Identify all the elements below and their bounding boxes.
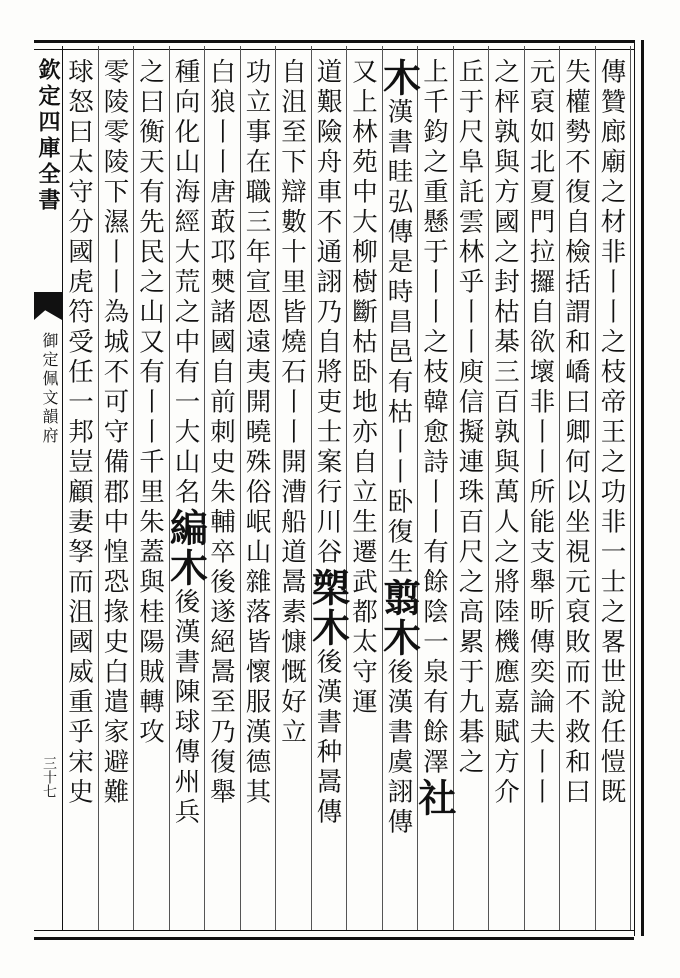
frame-top-border <box>34 40 634 50</box>
text-segment: 漢書眭弘傳是時昌邑有枯丨丨卧復生 <box>383 98 414 578</box>
frame-bottom-border <box>34 930 634 940</box>
text-segment: 種向化山海經大荒之中有一大山名 <box>170 58 201 508</box>
text-column <box>348 58 378 924</box>
text-segment: 元裒如北夏門拉攞自欲壞非丨丨所能支舉昕傳奕論夫丨丨 <box>525 58 556 808</box>
column-rule <box>133 46 134 930</box>
text-column <box>242 58 272 924</box>
column-rule <box>169 46 170 930</box>
text-column <box>305 58 351 924</box>
text-column <box>412 58 457 924</box>
column-rule <box>488 46 489 930</box>
text-segment: 功立事在職三年宣恩遠夷開曉殊俗岷山雜落皆懷服漢德其 <box>241 58 272 808</box>
text-segment: 零陵零陵下濕丨丨為城不可守備郡中惶恐掾史白遣家避難 <box>99 58 130 808</box>
text-segment: 失權勢不復自檢括謂和嶠曰卿何以坐視元裒敗而不救和曰 <box>561 58 591 808</box>
column-rule <box>275 46 276 930</box>
text-segment: 球怒曰太守分國虎符受任一邦豈顧妻孥而沮國威重乎宋史 <box>64 58 94 808</box>
frame-right-border <box>634 40 644 936</box>
text-segment: 道艱險舟車不通詡乃自將吏士案行川谷 <box>312 58 343 568</box>
text-segment: 又上林苑中大柳樹斷枯卧地亦自立生 <box>348 58 378 538</box>
margin-book-subtitle: 御定佩文韻府 <box>40 332 59 446</box>
text-column <box>163 58 209 924</box>
headword: 槊木 <box>305 568 351 648</box>
column-rule <box>595 46 596 930</box>
text-segment: 自沮至下辯數十里皆燒石丨丨開漕船道 <box>277 58 307 568</box>
column-rule <box>559 46 560 930</box>
text-segment: 朱蓋與桂陽賊轉攻 <box>135 508 165 748</box>
column-rule <box>204 46 205 930</box>
text-column <box>561 58 591 924</box>
column-rule <box>98 46 99 930</box>
text-segment: 傳贊廊廟之材非丨丨之枝帝王之功非一士之畧世說任愷既 <box>596 58 627 808</box>
text-column <box>526 58 556 924</box>
text-segment: 遷武都太守運 <box>348 538 378 718</box>
text-segment: 暠素慷慨好立 <box>277 568 307 748</box>
text-segment: 上千鈞之重懸于丨丨之枝韓愈詩丨丨有餘陰一泉有餘澤 <box>419 58 449 778</box>
headword: 社 <box>412 778 457 818</box>
text-column <box>64 58 94 924</box>
headword: 翦木 <box>376 578 422 658</box>
text-segment: 之曰衡天有先民之山又有丨丨千里 <box>135 58 165 508</box>
text-column <box>206 58 236 924</box>
text-column <box>597 58 627 924</box>
text-segment: 後漢書种暠傳 <box>312 648 343 828</box>
column-rule <box>311 46 312 930</box>
text-segment: 之枰孰與方國之封枯棊三百孰與萬人之將陸機應嘉賦方介 <box>490 58 520 808</box>
headword: 編木 <box>163 508 209 588</box>
text-column <box>455 58 485 924</box>
column-rule <box>382 46 383 930</box>
headword: 木 <box>376 58 422 98</box>
margin-book-title: 欽定四庫全書 <box>35 58 61 214</box>
text-segment: 後漢書虞詡傳 <box>383 658 414 838</box>
column-rule <box>240 46 241 930</box>
text-column <box>376 58 422 924</box>
column-rule <box>417 46 418 930</box>
column-rule <box>524 46 525 930</box>
column-rule <box>630 46 631 930</box>
margin-page-number: 三十七 <box>41 756 57 798</box>
text-column <box>135 58 165 924</box>
column-rule <box>346 46 347 930</box>
text-segment: 後漢書陳球傳州兵 <box>170 588 201 828</box>
text-column <box>490 58 520 924</box>
text-segment: 白狼丨丨唐菆邛僰諸國自前刺史朱輔卒後遂絕暠至乃復舉 <box>206 58 236 808</box>
text-column <box>100 58 130 924</box>
text-column <box>277 58 307 924</box>
text-segment: 丘于尺阜託雲林乎丨丨庾信擬連珠百尺之高累于九碁之 <box>454 58 485 778</box>
